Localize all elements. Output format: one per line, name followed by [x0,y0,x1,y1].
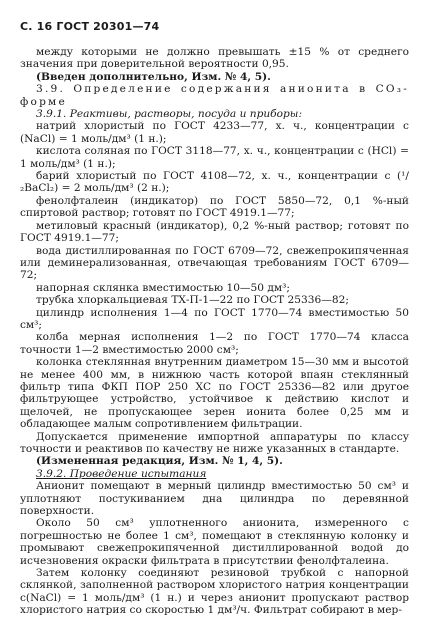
document-body [20,46,409,617]
paragraph-text: 3.9.1. Реактивы, растворы, посуда и приборы: [36,108,303,121]
paragraph [20,120,409,145]
paragraph [20,220,409,245]
paragraph-text: колба мерная исполнения 1—2 по ГОСТ 1770—74 класса точности 1—2 вместимостью 2000 см³; [20,331,409,356]
paragraph-text: Затем колонку соединяют резиновой трубкой с напорной склянкой, заполненной раствором хлористого натрия концентрации c(NaCl) = 1 моль/дм³ (1 н.) и через анионит пропускают раствор хлористого натрия со скоростью 1 дм³/ч. Фильтрат собирают в мер- [20,567,409,617]
paragraph-text: трубка хлоркальциевая ТХ-П-1—22 по ГОСТ 25336—82; [36,294,349,307]
paragraph-text: (Измененная редакция, Изм. № 1, 4, 5). [36,455,283,468]
paragraph [20,71,409,83]
paragraph-text: Допускается применение импортной аппаратуры по классу точности и реактивов по качеству не ниже указанных в стандарте. [20,430,409,455]
paragraph-text: натрий хлористый по ГОСТ 4233—77, х. ч., концентрации c (NaCl) = 1 моль/дм³ (1 н.); [20,120,409,145]
paragraph [20,356,409,430]
paragraph-text: метиловый красный (индикатор), 0,2 %-ный раствор; готовят по ГОСТ 4919.1—77; [20,219,409,245]
paragraph [20,517,409,567]
paragraph [20,468,409,480]
paragraph-text: барий хлористый по ГОСТ 4108—72, х. ч., концентрации c (¹/₂BaCl₂) = 2 моль/дм³ (2 н.); [20,170,409,195]
paragraph-text: напорная склянка вместимостью 10—50 дм³; [36,281,290,294]
paragraph [20,480,409,517]
paragraph [20,431,409,456]
paragraph [20,83,409,108]
paragraph [20,331,409,356]
paragraph-text: (Введен дополнительно, Изм. № 4, 5). [36,70,271,83]
paragraph [20,307,409,332]
paragraph [20,108,409,120]
paragraph [20,170,409,195]
paragraph-text: колонка стеклянная внутренним диаметром 15—30 мм и высотой не менее 400 мм, в нижнюю часть которой впаян стеклянный фильтр типа ФКП ПОР 250 ХС по ГОСТ 25336—82 или другое фильтрующее устройство, устойчивое к действию кислот и щелочей, не пропускающее зерен ионита более 0,25 мм и обладающее малым сопротивлением фильтрации. [20,356,409,431]
paragraph-text: цилиндр исполнения 1—4 по ГОСТ 1770—74 вместимостью 50 см³; [20,306,409,331]
paragraph [20,282,409,294]
paragraph [20,567,409,617]
paragraph-text: 3.9. Определение содержания анионита в CO₃-форме [20,83,409,108]
paragraph [20,294,409,306]
paragraph-text: Анионит помещают в мерный цилиндр вместимостью 50 см³ и уплотняют постукиванием дна цилиндра по деревянной поверхности. [20,480,409,518]
paragraph [20,145,409,170]
paragraph-text: фенолфталеин (индикатор) по ГОСТ 5850—72, 0,1 %-ный спиртовой раствор; готовят по ГОСТ 4919.1—77; [20,194,409,220]
paragraph-text: кислота соляная по ГОСТ 3118—77, х. ч., концентрации c (HCl) = 1 моль/дм³ (1 н.); [20,145,409,170]
paragraph-text: 3.9.2. Проведение испытания [36,467,207,480]
page-header: С. 16 ГОСТ 20301—74 [20,20,160,33]
paragraph [20,455,409,467]
paragraph-text: вода дистиллированная по ГОСТ 6709—72, свежепрокипяченная или деминерализованная, отвечающая требованиям ГОСТ 6709—72; [20,244,409,282]
paragraph [20,46,409,71]
paragraph [20,195,409,220]
paragraph-text: Около 50 см³ уплотненного анионита, измеренного с погрешностью не более 1 см³, помещают в стеклянную колонку и промывают свежепрокипяченной дистиллированной водой до исчезновения окраски фильтрата в присутствии фенолфталеина. [20,517,409,567]
paragraph [20,245,409,282]
paragraph-text: между которыми не должно превышать ±15 % от среднего значения при доверительной вероятности 0,95. [20,46,409,71]
